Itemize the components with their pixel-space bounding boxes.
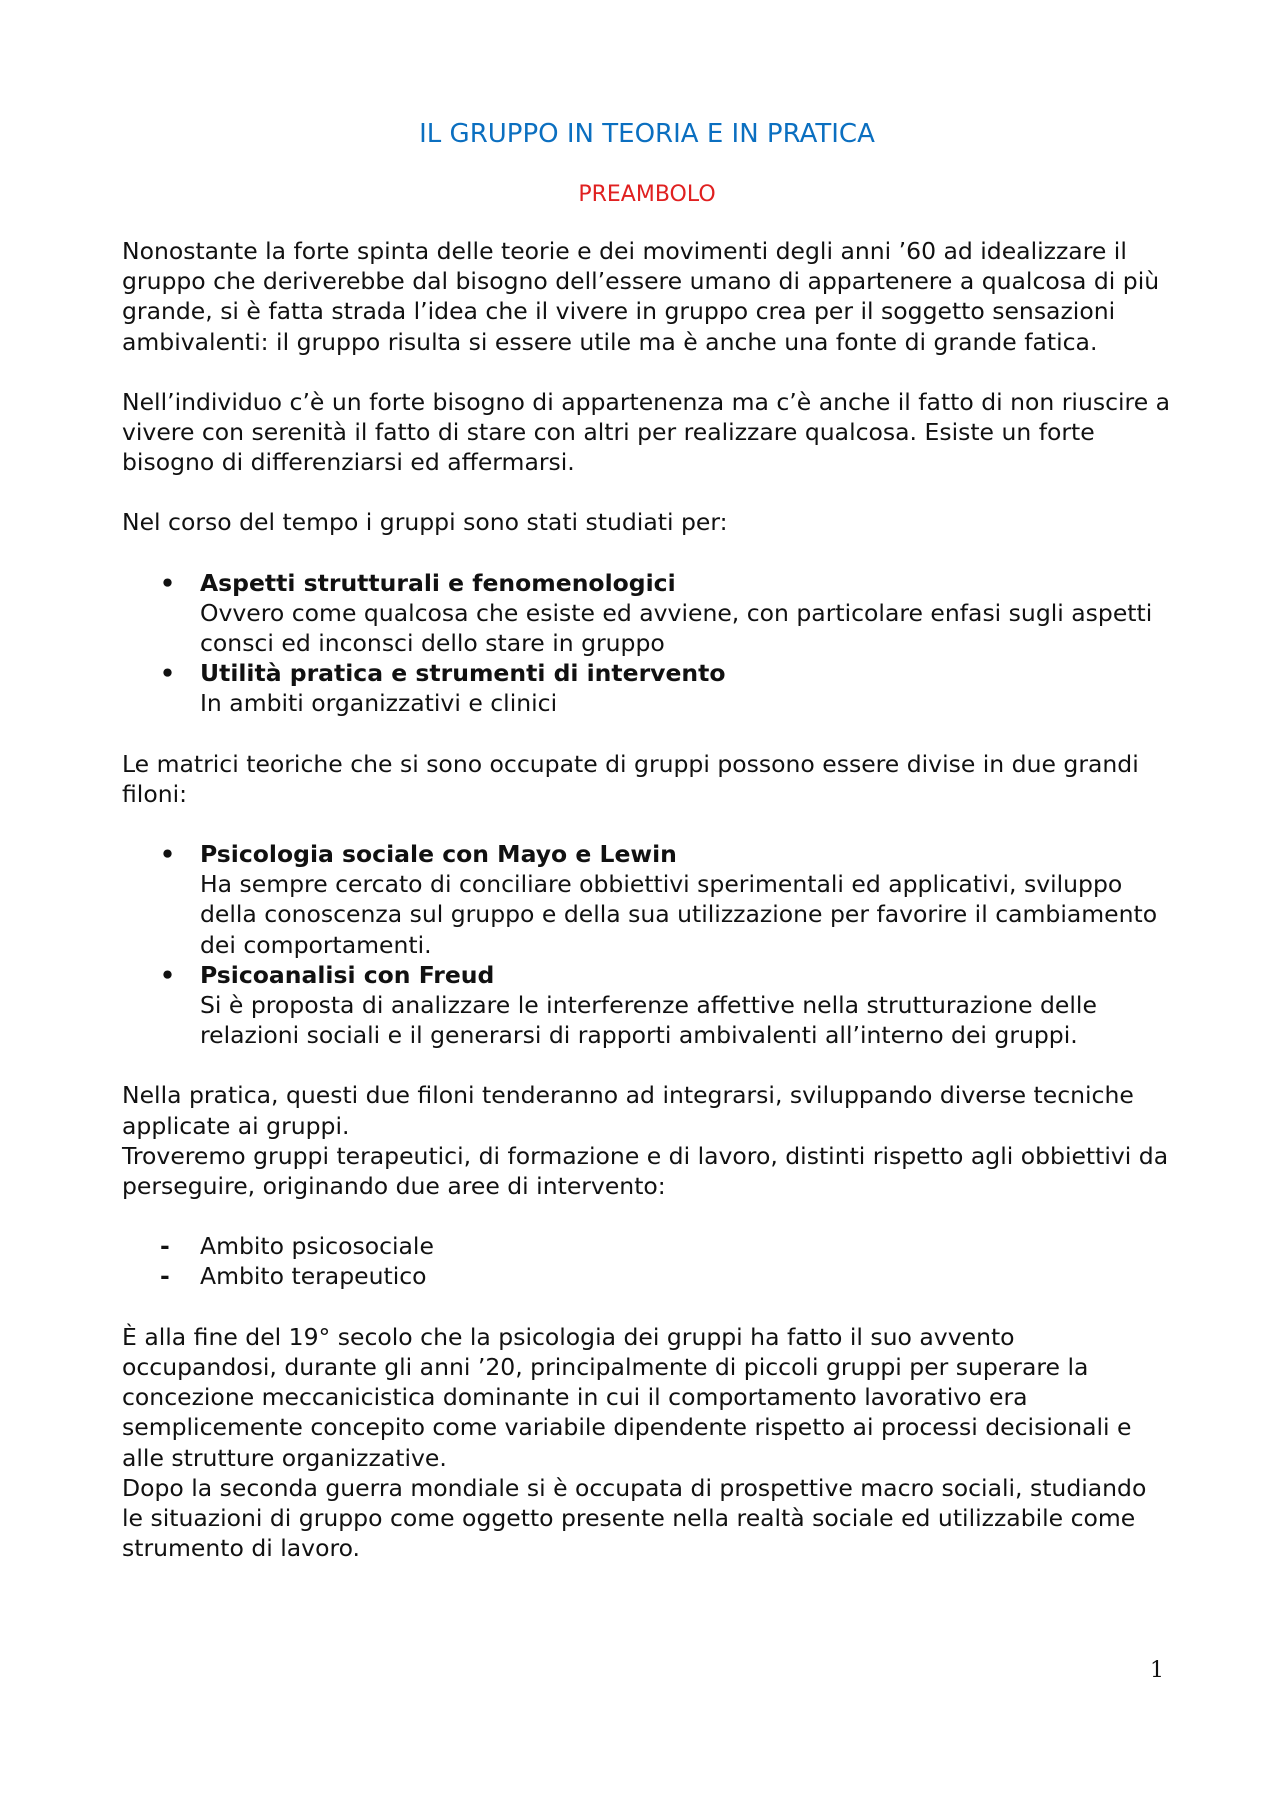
bullet-list [122,568,1172,719]
paragraph: Troveremo gruppi terapeutici, di formazione e di lavoro, distinti rispetto agli obbiettivi da perseguire, originando due aree di intervento: [122,1141,1169,1201]
paragraph: Nonostante la forte spinta delle teorie e dei movimenti degli anni ’60 ad idealizzare il gruppo che deriverebbe dal bisogno dell’essere umano di appartenere a qualcosa di più grande, si è fatta strada l’idea che il vivere in gruppo crea per il soggetto sensazioni ambivalenti: il gruppo risulta si essere utile ma è anche una fonte di grande fatica. [122,237,1160,356]
list-item-description: Ovvero come qualcosa che esiste ed avviene, con particolare enfasi sugli aspetti consci ed inconsci dello stare in gruppo [200,598,1153,658]
paragraph: Nella pratica, questi due filoni tenderanno ad integrarsi, sviluppando diverse tecniche applicate ai gruppi. [122,1081,1134,1140]
page-number: 1 [1150,1658,1164,1683]
list-item [122,1231,1172,1261]
bullet-icon: • [160,840,176,869]
bullet-icon: • [160,568,176,597]
list-item-title: Psicoanalisi con Freud [200,960,495,989]
paragraph: È alla fine del 19° secolo che la psicologia dei gruppi ha fatto il suo avvento occupandosi, durante gli anni ’20, principalmente di piccoli gruppi per superare la concezione meccanicistica dominante in cui il comportamento lavorativo era semplicemente concepito come variabile dipendente rispetto ai processi decisionali e alle strutture organizzative. [122,1322,1132,1472]
list-item-title: Aspetti strutturali e fenomenologici [200,568,676,597]
list-item [122,960,1172,1051]
list-item [122,1261,1172,1291]
list-item-description: In ambiti organizzativi e clinici [200,689,558,718]
list-item [122,658,1172,718]
list-item-title: Psicologia sociale con Mayo e Lewin [200,840,677,869]
list-item-label: Ambito terapeutico [200,1262,427,1291]
document-page [122,118,1172,1593]
section-heading: PREAMBOLO [578,182,716,207]
dash-icon: - [160,1232,170,1261]
dash-icon: - [160,1262,170,1291]
bullet-list [122,839,1172,1050]
list-item-description: Ha sempre cercato di conciliare obbiettivi sperimentali ed applicativi, sviluppo della conoscenza sul gruppo e della sua utilizzazione per favorire il cambiamento dei comportamenti. [200,870,1158,959]
dash-list [122,1231,1172,1291]
paragraph: Le matrici teoriche che si sono occupate di gruppi possono essere divise in due grandi filoni: [122,749,1139,808]
bullet-icon: • [160,960,176,989]
paragraph: Nel corso del tempo i gruppi sono stati studiati per: [122,508,728,537]
list-item [122,568,1172,659]
paragraph: Dopo la seconda guerra mondiale si è occupata di prospettive macro sociali, studiando le situazioni di gruppo come oggetto presente nella realtà sociale ed utilizzabile come strumento di lavoro. [122,1473,1147,1563]
paragraph: Nell’individuo c’è un forte bisogno di appartenenza ma c’è anche il fatto di non riuscire a vivere con serenità il fatto di stare con altri per realizzare qualcosa. Esiste un forte bisogno di differenziarsi ed affermarsi. [122,387,1171,477]
list-item-description: Si è proposta di analizzare le interferenze affettive nella strutturazione delle relazioni sociali e il generarsi di rapporti ambivalenti all’interno dei gruppi. [200,991,1097,1050]
list-item [122,839,1172,960]
list-item-title: Utilità pratica e strumenti di intervento [200,659,726,688]
bullet-icon: • [160,659,176,688]
document-title: IL GRUPPO IN TEORIA E IN PRATICA [419,119,875,149]
list-item-label: Ambito psicosociale [200,1232,434,1261]
